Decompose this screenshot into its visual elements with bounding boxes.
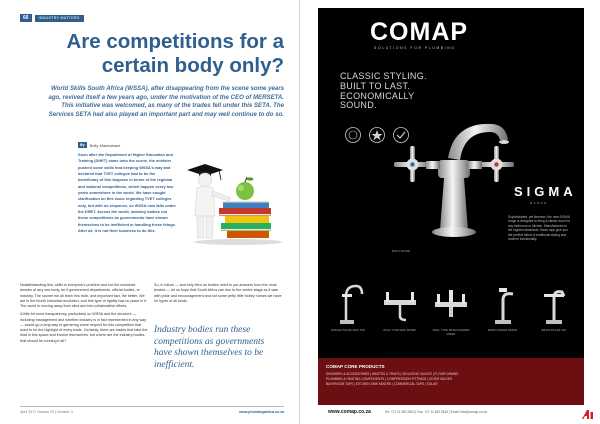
quality-seal-icon [344, 126, 362, 144]
comap-website-link[interactable]: www.comap.co.za [328, 409, 371, 415]
page-footer [20, 406, 284, 414]
variant-label: WALL TYPE SINK MIXER [383, 328, 416, 332]
variant-label: SINGLE PILLAR SINK TAP [331, 328, 365, 332]
basin-pillar-tap-icon [534, 280, 574, 326]
footer-url[interactable]: www.plumbingafrica.co.za [239, 410, 284, 414]
lead-text: Soon after the Department of Higher Education and Training (DHET) came onto the scene, the minister pushed some skills fora keeping WSSA's way and declared that TVET colleges had to be the beneficiary of this largesse in terms of the regional and national competitions, which happen every two years somewhere in the world. We have sought clarification on this issue regarding TVET colleges only, but with no response, so WSSA now falls under the DHET. Across the world, industry bodies run these competitions as governments have shown themselves to be inefficient in handling these things. After all, it is not their business to do this. [78, 152, 176, 234]
publisher-logo-icon [582, 410, 594, 419]
core-products-band [318, 358, 584, 419]
right-page [300, 0, 600, 424]
page-header [20, 14, 84, 22]
core-products-line: BATHROOM TAPS | KITCHEN SINK MIXERS | COMMERCIAL TAPS | SOLAR [326, 382, 438, 386]
variant-label: BASIN PILLAR TAP [541, 328, 567, 332]
ad-headline-line: ECONOMICALLY [340, 90, 415, 101]
variant-item [429, 280, 473, 350]
section-tag: INDUSTRY MATTERS [35, 15, 84, 22]
core-products-list [326, 372, 576, 387]
graduate-books-illustration [183, 158, 283, 254]
body-paragraph: Notwithstanding this, skills is everyone's problem and not the exclusive domain of any one body, be it government departments, official bodies, or industry. The sooner we all learn this truth, and important fact, the better. We are in the fourth industrial revolution, and this type of rigidity has no place in it. The world is moving away from silos and into collaborative efforts. [20, 283, 148, 308]
article-standfirst: World Skills South Africa (WSSA), after disappearing from the scene some years ago, revived itself a few years ago, under the motivation of the CEO of MERSETA. This initiative was welcomed, as many of the trades fell under this SETA. The Services SETA had also played an important part and may well continue to do so. [48, 85, 284, 118]
core-products-title: COMAP CORE PRODUCTS [326, 364, 385, 369]
byline [78, 142, 121, 148]
bath-shower-mixer-icon [431, 280, 471, 326]
variant-item [481, 280, 525, 350]
variant-item [326, 280, 370, 350]
ad-headline-line: CLASSIC STYLING. [340, 71, 427, 81]
article-title: Are competitions for a certain body only? [66, 30, 284, 77]
footer-issue: April 2017 Volume 23 | Number 3 [20, 410, 73, 414]
warranty-seal-icon [368, 126, 386, 144]
ad-headline-line: SOUND. [340, 100, 377, 111]
core-products-line: SHOWERS & ACCESSORIES | WASTES & TRAPS | ISOLATING VALVES | FLOOR DRAINS [326, 372, 459, 376]
body-paragraph: So, in future — and only then do bodies need to put answers from the most trusted — let us hope that South Africa can rise to the centre stage as it was with pride and encouragement and not some petty little hobby horses we have for types of all kinds. [154, 283, 282, 303]
product-range-label: RANGE [530, 201, 548, 205]
comap-logo: COMAP [370, 18, 469, 46]
pull-quote: Industry bodies run these competitions as governments have shown themselves to be inefficient. [154, 325, 265, 370]
ad-headline-line: BUILT TO LAST. [340, 80, 411, 91]
sink-tap-icon [328, 280, 368, 326]
product-description: Sophisticated, yet timeless, the new SIGMA range is designed to bring a classic touch to any bathroom or kitchen. Manufactured to the highest standards, these taps give you the perfect blend of traditional styling and modern functionality. [508, 215, 571, 242]
product-name: SIGMA [514, 184, 577, 199]
variant-item [378, 280, 422, 350]
byline-label: By [80, 143, 85, 147]
comap-advert [318, 8, 584, 419]
wall-sink-mixer-icon [380, 280, 420, 326]
core-products-line: PLUMBING & HEATING COMPONENTS | COMPRESSION FITTINGS | LEVER VALVES [326, 377, 452, 381]
main-product-caption: BATH MIXER [392, 249, 411, 253]
contact-details: Tel: +27 11 452 2810 | Fax: +27 11 452 2815 | Email: info@comap.co.za [384, 410, 487, 414]
body-column-1 [20, 283, 148, 347]
contact-strip [318, 405, 584, 419]
comap-tagline: SOLUTIONS FOR PLUMBING [374, 46, 456, 50]
lead-paragraph [78, 152, 176, 234]
variant-label: BASIN SINGLE MIXER [487, 328, 518, 332]
basin-mixer-icon [483, 280, 523, 326]
product-variants [326, 280, 576, 350]
variant-item [532, 280, 576, 350]
byline-name: Bolty Mashabane [89, 142, 121, 148]
page-number: 66 [20, 14, 32, 22]
body-paragraph: A little bit more transparency, particularly on WSSA and the structure — including management and whether industry is in fact represented in any way — would go a long way to garnering some respect for this competition that used to be the highlight of every trade. Certainly, there are trades that take the lead in this space and involve themselves, but where are the industry bodies that should be running it all? [20, 312, 148, 343]
variant-label: WALL TYPE BATH/SHOWER MIXER [432, 328, 470, 336]
body-column-2 [154, 283, 284, 307]
